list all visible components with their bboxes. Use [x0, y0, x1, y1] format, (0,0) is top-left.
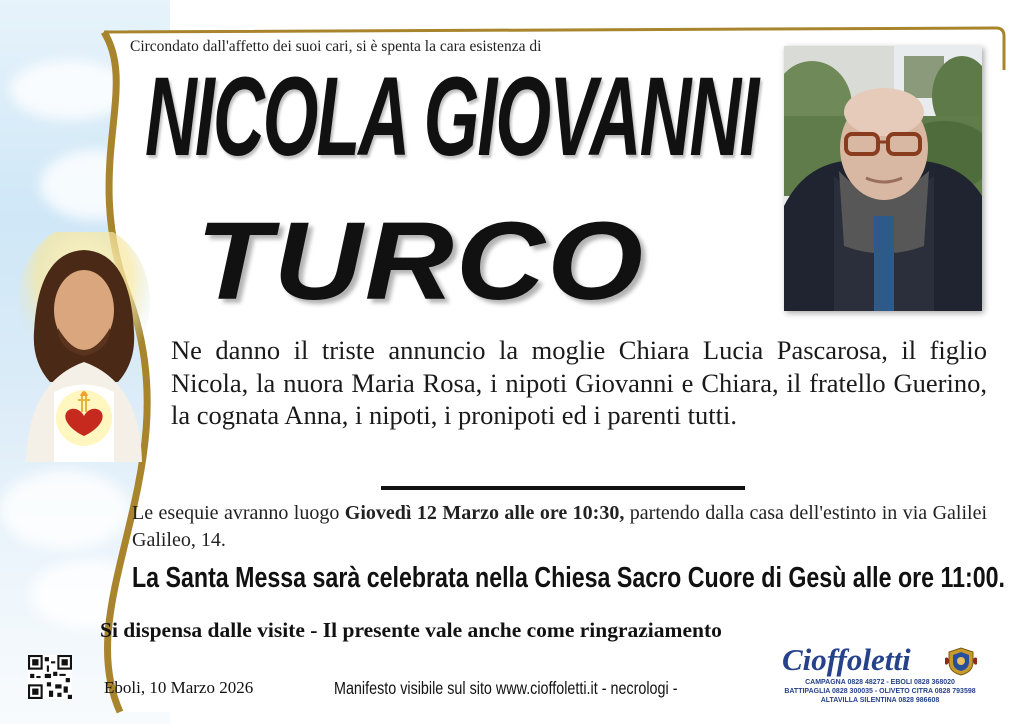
brand-phones-3: ALTAVILLA SILENTINA 0828 986608	[820, 697, 940, 704]
funeral-home-logo	[780, 642, 995, 712]
qr-code-icon[interactable]	[28, 655, 72, 699]
visits-notice: Si dispensa dalle visite - Il presente vale anche come ringraziamento	[100, 618, 722, 642]
funeral-suffix: partendo dalla casa dell'estinto in via Galilei Galileo, 14.	[132, 502, 988, 551]
brand-name: Cioffoletti	[782, 642, 911, 677]
portrait-photo	[784, 46, 982, 311]
brand-phones-1: CAMPAGNA 0828 48272 - EBOLI 0828 368020	[805, 679, 955, 686]
funeral-prefix: Le esequie avranno luogo	[132, 502, 345, 524]
deceased-surname: TURCO	[196, 200, 646, 323]
date-place: Eboli, 10 Marzo 2026	[104, 678, 254, 697]
divider-line	[381, 486, 745, 490]
intro-text: Circondato dall'affetto dei suoi cari, si è spenta la cara esistenza di	[130, 38, 542, 55]
funeral-datetime: Giovedì 12 Marzo alle ore 10:30,	[344, 502, 625, 524]
website-note[interactable]: Manifesto visibile sul sito www.cioffoletti.it - necrologi -	[334, 678, 678, 698]
deceased-first-names: NICOLA GIOVANNI	[145, 54, 758, 179]
funeral-details	[132, 500, 987, 554]
sacred-heart-image	[18, 232, 150, 462]
mass-details: La Santa Messa sarà celebrata nella Chiesa Sacro Cuore di Gesù alle ore 11:00.	[132, 562, 1006, 594]
announcement-text: Ne danno il triste annuncio la moglie Chiara Lucia Pascarosa, il figlio Nicola, la nuora Maria Rosa, i nipoti Giovanni e Chiara, il fratello Guerino, la cognata Anna, i nipoti, i pronipoti ed i parenti tutti.	[171, 335, 987, 430]
crest-icon	[945, 646, 977, 676]
brand-phones-2: BATTIPAGLIA 0828 300035 - OLIVETO CITRA 0828 793598	[784, 688, 976, 695]
